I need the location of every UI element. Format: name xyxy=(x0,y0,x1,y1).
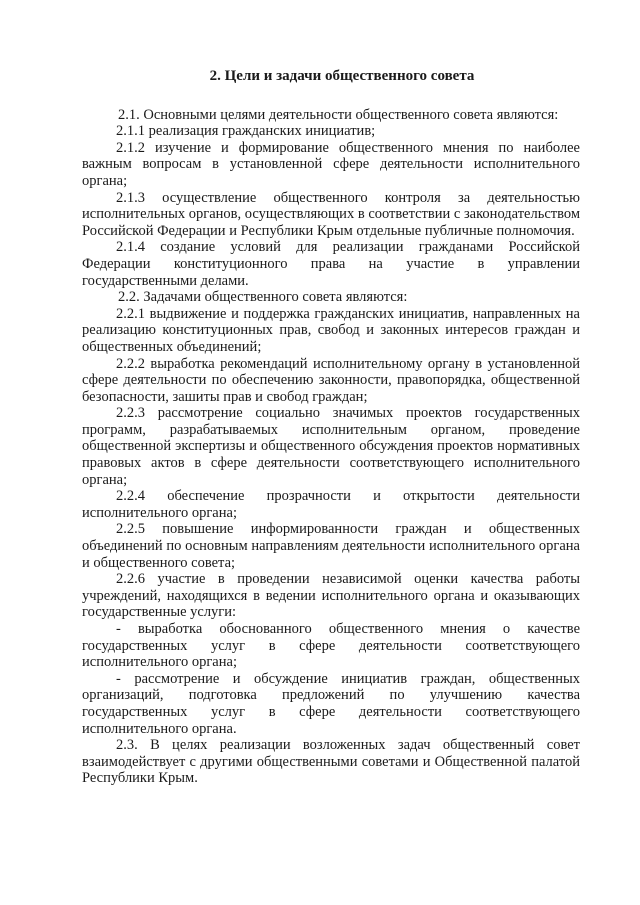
paragraph-2-2-3: 2.2.3 рассмотрение социально значимых проектов государственных программ, разрабатываемых исполнительным органом, проведение общественной экспертизы и общественного обсуждения проектов нормативных правовых актов в сфере деятельности соответствующего исполнительного органа; xyxy=(82,405,580,488)
paragraph-2-1-3: 2.1.3 осуществление общественного контроля за деятельностью исполнительных органов, осуществляющих в соответствии с законодательством Российской Федерации и Республики Крым отдельные публичные полномочия. xyxy=(82,189,580,239)
paragraph-2-2-6: 2.2.6 участие в проведении независимой оценки качества работы учреждений, находящихся в ведении исполнительного органа и оказывающих государственные услуги: xyxy=(82,571,580,621)
bullet-item: - выработка обоснованного общественного мнения о качестве государственных услуг в сфере деятельности соответствующего исполнительного органа; xyxy=(82,621,580,671)
paragraph-2-2-1: 2.2.1 выдвижение и поддержка гражданских инициатив, направленных на реализацию конституционных прав, свобод и законных интересов граждан и общественных объединений; xyxy=(82,305,580,355)
paragraph-2-2-5: 2.2.5 повышение информированности граждан и общественных объединений по основным направлениям деятельности исполнительного органа и общественного совета; xyxy=(82,521,580,571)
paragraph-2-2: 2.2. Задачами общественного совета являются: xyxy=(118,289,408,306)
paragraph-2-1-4: 2.1.4 создание условий для реализации гражданами Российской Федерации конституционного права на участие в управлении государственными делами. xyxy=(82,239,580,289)
bullet-item: - рассмотрение и обсуждение инициатив граждан, общественных организаций, подготовка предложений по улучшению качества государственных услуг в сфере деятельности соответствующего исполнительного органа. xyxy=(82,670,580,737)
document-page xyxy=(82,68,580,787)
paragraph-2-2-2: 2.2.2 выработка рекомендаций исполнительному органу в установленной сфере деятельности по обеспечению законности, правопорядка, общественной безопасности, зашиты прав и свобод граждан; xyxy=(82,355,580,405)
paragraph-2-1-1: 2.1.1 реализация гражданских инициатив; xyxy=(116,123,376,140)
paragraph-2-1-2: 2.1.2 изучение и формирование общественного мнения по наиболее важным вопросам в установленной сфере деятельности исполнительного органа; xyxy=(82,139,580,189)
paragraph-2-1: 2.1. Основными целями деятельности общественного совета являются: xyxy=(118,106,559,123)
section-title: 2. Цели и задачи общественного совета xyxy=(209,68,475,84)
paragraph-2-3: 2.3. В целях реализации возложенных задач общественный совет взаимодействует с другими общественными советами и Общественной палатой Республики Крым. xyxy=(82,737,580,787)
paragraph-2-2-4: 2.2.4 обеспечение прозрачности и открытости деятельности исполнительного органа; xyxy=(82,488,580,521)
